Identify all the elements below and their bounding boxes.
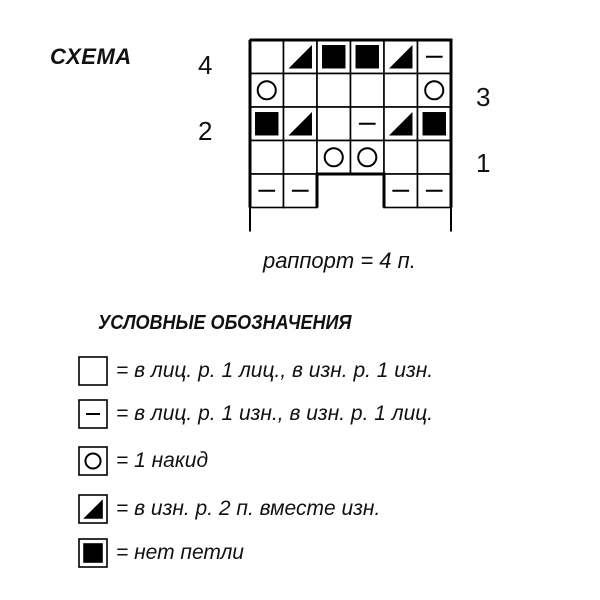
chart-step-edge [317, 174, 384, 208]
filled-square-icon [78, 538, 108, 568]
chart-cell [250, 141, 284, 175]
legend-item-purl [78, 399, 433, 429]
knitting-chart [240, 34, 460, 244]
chart-cell [284, 40, 318, 74]
chart-cell [250, 107, 284, 141]
blank-square-icon [78, 356, 108, 386]
chart-cell [418, 107, 452, 141]
legend-item-decrease [78, 494, 380, 524]
rapport-bracket [250, 208, 451, 232]
chart-cell [284, 174, 318, 208]
chart-cell [351, 74, 385, 108]
chart-cell [418, 40, 452, 74]
filled-square-icon [423, 112, 446, 135]
legend-text: = в изн. р. 2 п. вместе изн. [116, 497, 381, 520]
legend-item-knit [78, 356, 433, 386]
chart-cell [317, 40, 351, 74]
chart-cell [284, 141, 318, 175]
legend-text: = нет петли [116, 541, 244, 564]
chart-cell [250, 40, 284, 74]
legend-item-no-stitch [78, 538, 244, 568]
chart-cell [317, 141, 351, 175]
chart-cell [250, 174, 284, 208]
chart-cell [418, 141, 452, 175]
chart-cell [384, 141, 418, 175]
chart-cell [384, 74, 418, 108]
rapport-label: раппорт = 4 п. [263, 248, 416, 273]
filled-square-icon [322, 45, 345, 68]
filled-square-icon [356, 45, 379, 68]
chart-cell [351, 107, 385, 141]
row-number-2: 2 [198, 116, 213, 146]
row-number-4: 4 [198, 50, 213, 80]
legend-text: = в лиц. р. 1 лиц., в изн. р. 1 изн. [116, 359, 434, 382]
chart-cell [384, 40, 418, 74]
chart-cell [384, 174, 418, 208]
chart-cell [284, 74, 318, 108]
legend-item-yarn-over [78, 446, 208, 476]
legend-text: = 1 накид [116, 449, 209, 472]
chart-cell [351, 40, 385, 74]
chart-cell [317, 107, 351, 141]
chart-cell [351, 141, 385, 175]
circle-square-icon [78, 446, 108, 476]
dash-square-icon [78, 399, 108, 429]
chart-cell [418, 74, 452, 108]
triangle-square-icon [78, 494, 108, 524]
legend-text: = в лиц. р. 1 изн., в изн. р. 1 лиц. [116, 402, 434, 425]
legend-title: УСЛОВНЫЕ ОБОЗНАЧЕНИЯ [98, 312, 352, 334]
filled-square-icon [83, 543, 103, 563]
chart-cell [284, 107, 318, 141]
chart-cell [418, 174, 452, 208]
chart-cell [317, 74, 351, 108]
filled-square-icon [255, 112, 278, 135]
row-number-1: 1 [476, 148, 491, 178]
chart-cell [384, 107, 418, 141]
row-number-3: 3 [476, 82, 491, 112]
diagram-title: СХЕМА [50, 44, 132, 69]
chart-cell [250, 74, 284, 108]
